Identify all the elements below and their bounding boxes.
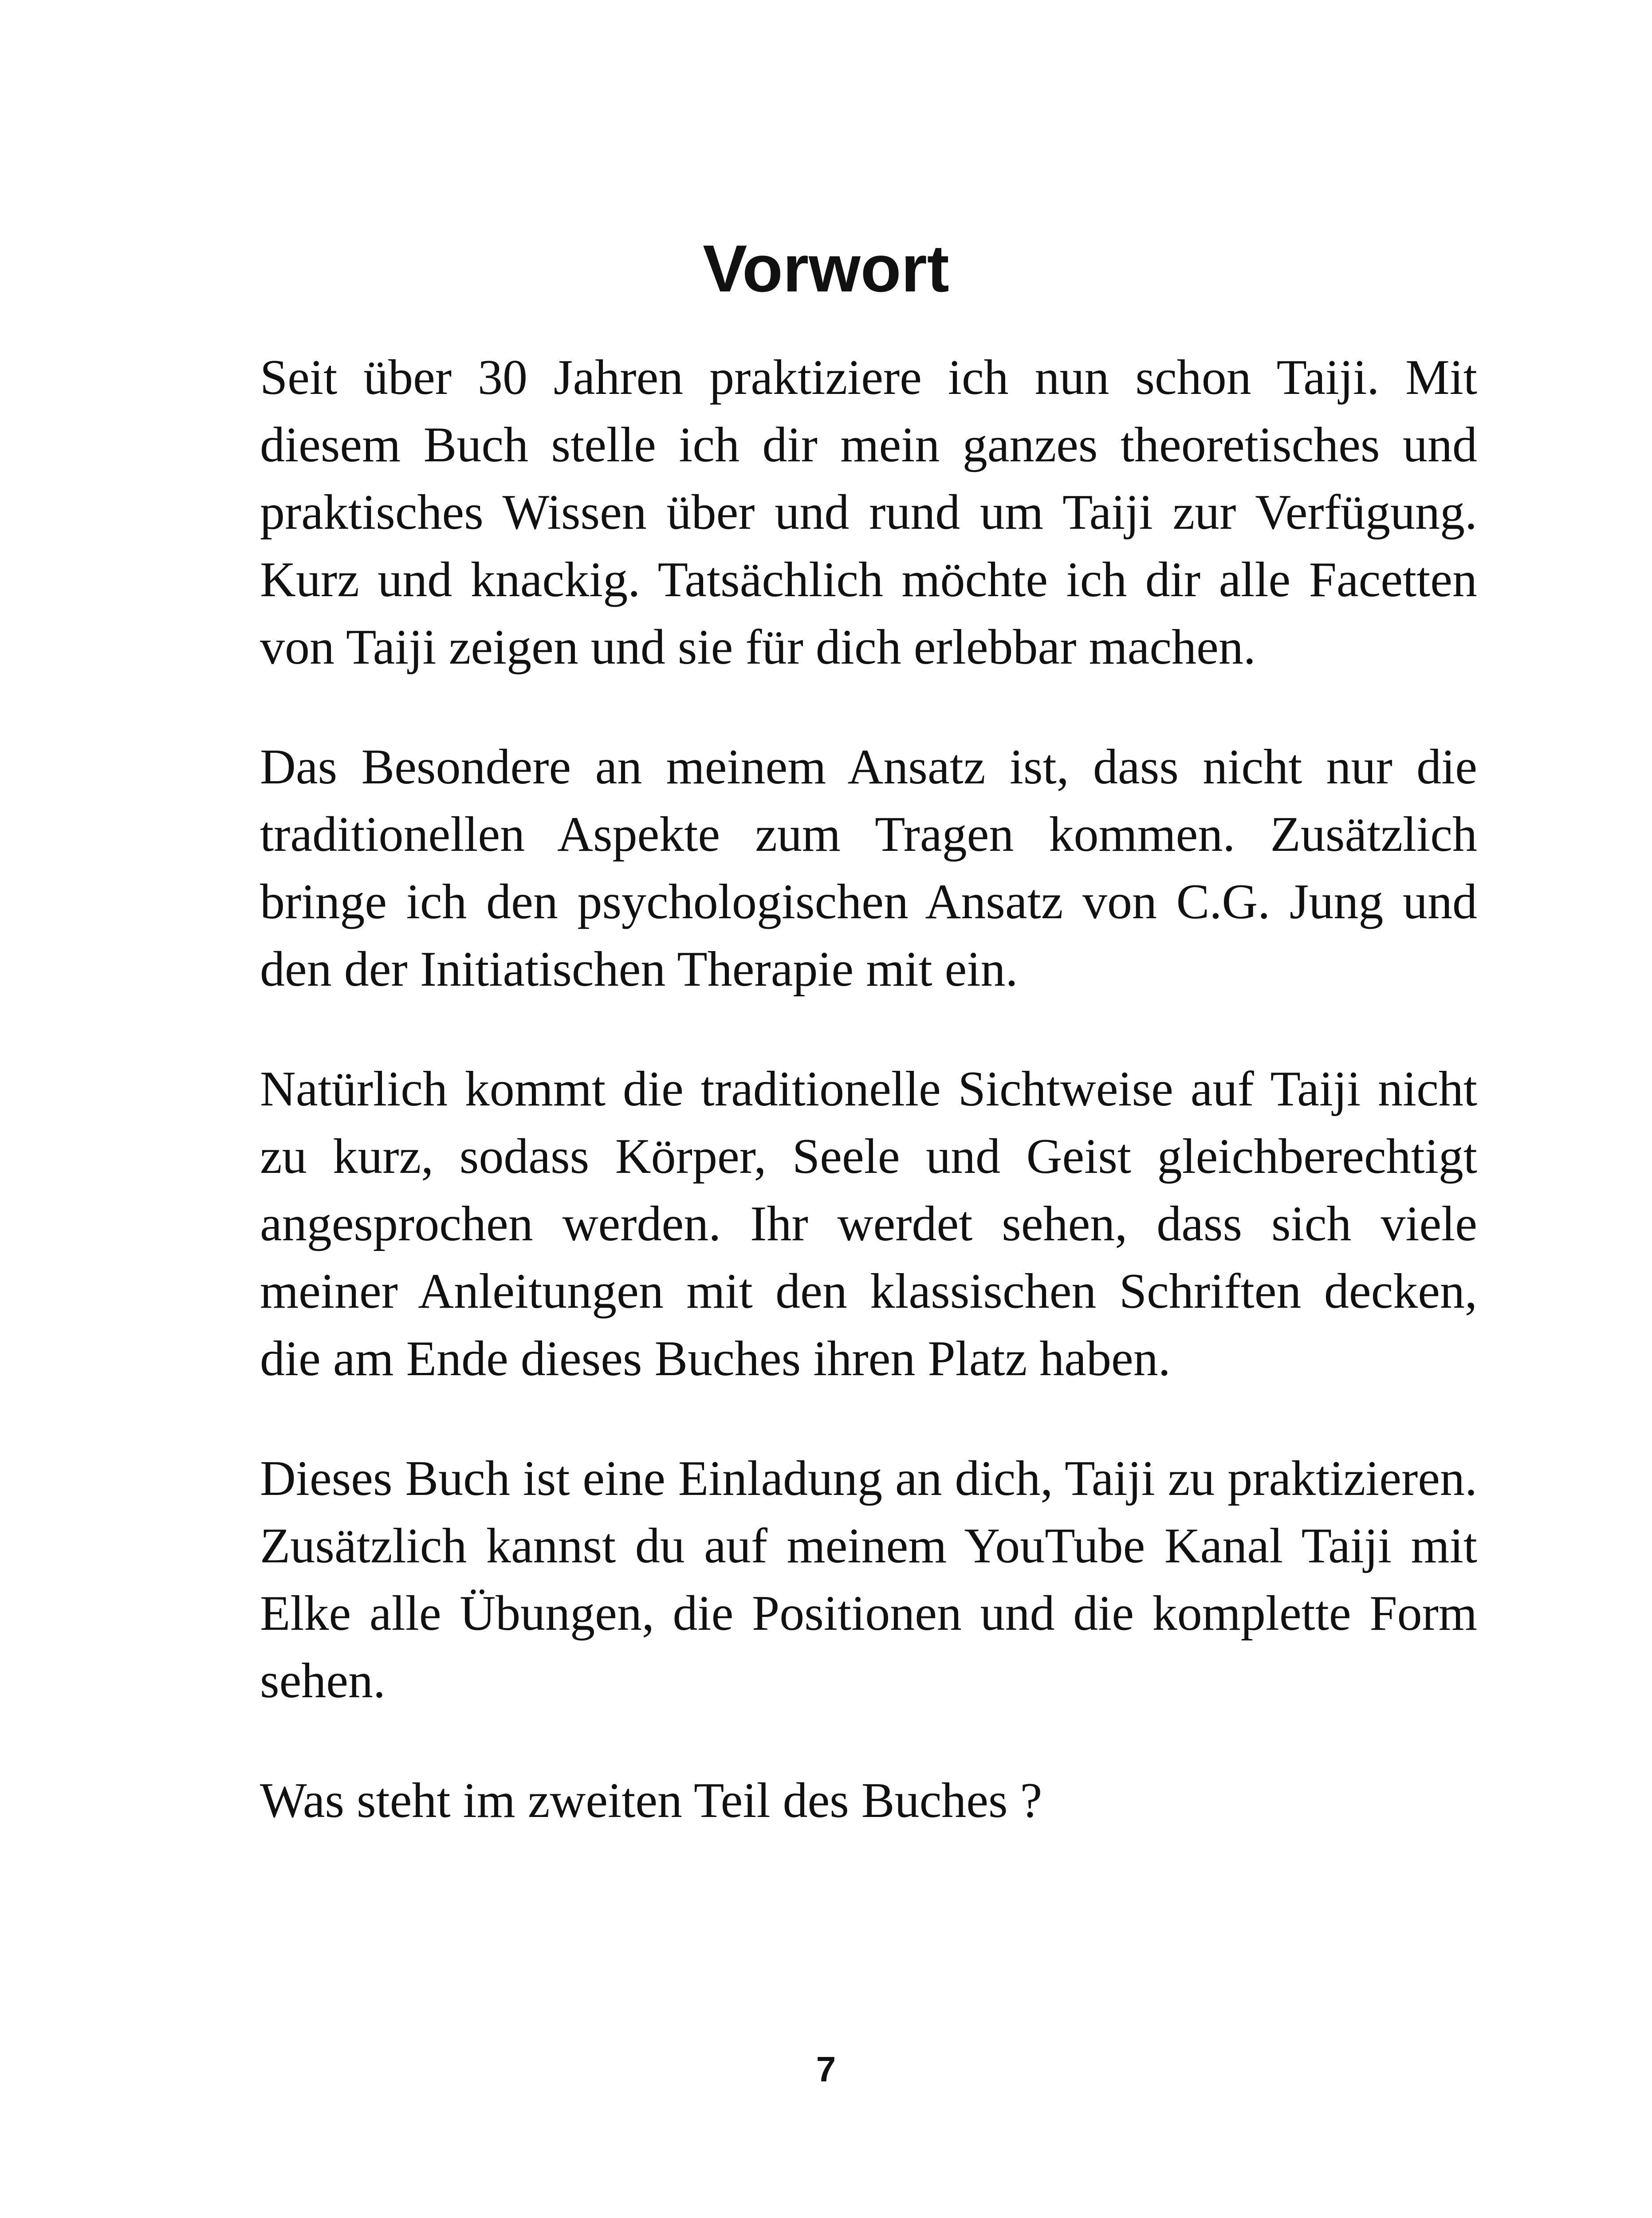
paragraph-3: Natürlich kommt die traditionelle Sichtweise auf Taiji nicht zu kurz, sodass Körper, Seele und Geist gleichberechtigt angesprochen werden. Ihr werdet sehen, dass sich viele meiner Anleitungen mit den klassischen Schriften decken, die am Ende dieses Buches ihren Platz haben. <box>260 1062 1477 1386</box>
page-title: Vorwort <box>703 231 949 306</box>
page-number: 7 <box>816 2049 836 2089</box>
body-text <box>260 344 1477 1834</box>
paragraph-2: Das Besondere an meinem Ansatz ist, dass nicht nur die traditionellen Aspekte zum Tragen kommen. Zusätzlich bringe ich den psychologischen Ansatz von C.G. Jung und den der Initiatischen Therapie mit ein. <box>260 739 1477 997</box>
paragraph-4: Dieses Buch ist eine Einladung an dich, Taiji zu praktizieren. Zusätzlich kannst du auf meinem YouTube Kanal Taiji mit Elke alle Übungen, die Positionen und die komplette Form sehen. <box>260 1451 1477 1708</box>
paragraph-1: Seit über 30 Jahren praktiziere ich nun schon Taiji. Mit diesem Buch stelle ich dir mein ganzes theoretisches und praktisches Wissen über und rund um Taiji zur Verfügung. Kurz und knackig. Tatsächlich möchte ich dir alle Facetten von Taiji zeigen und sie für dich erlebbar machen. <box>260 350 1477 675</box>
paragraph-5: Was steht im zweiten Teil des Buches ? <box>260 1773 1042 1828</box>
